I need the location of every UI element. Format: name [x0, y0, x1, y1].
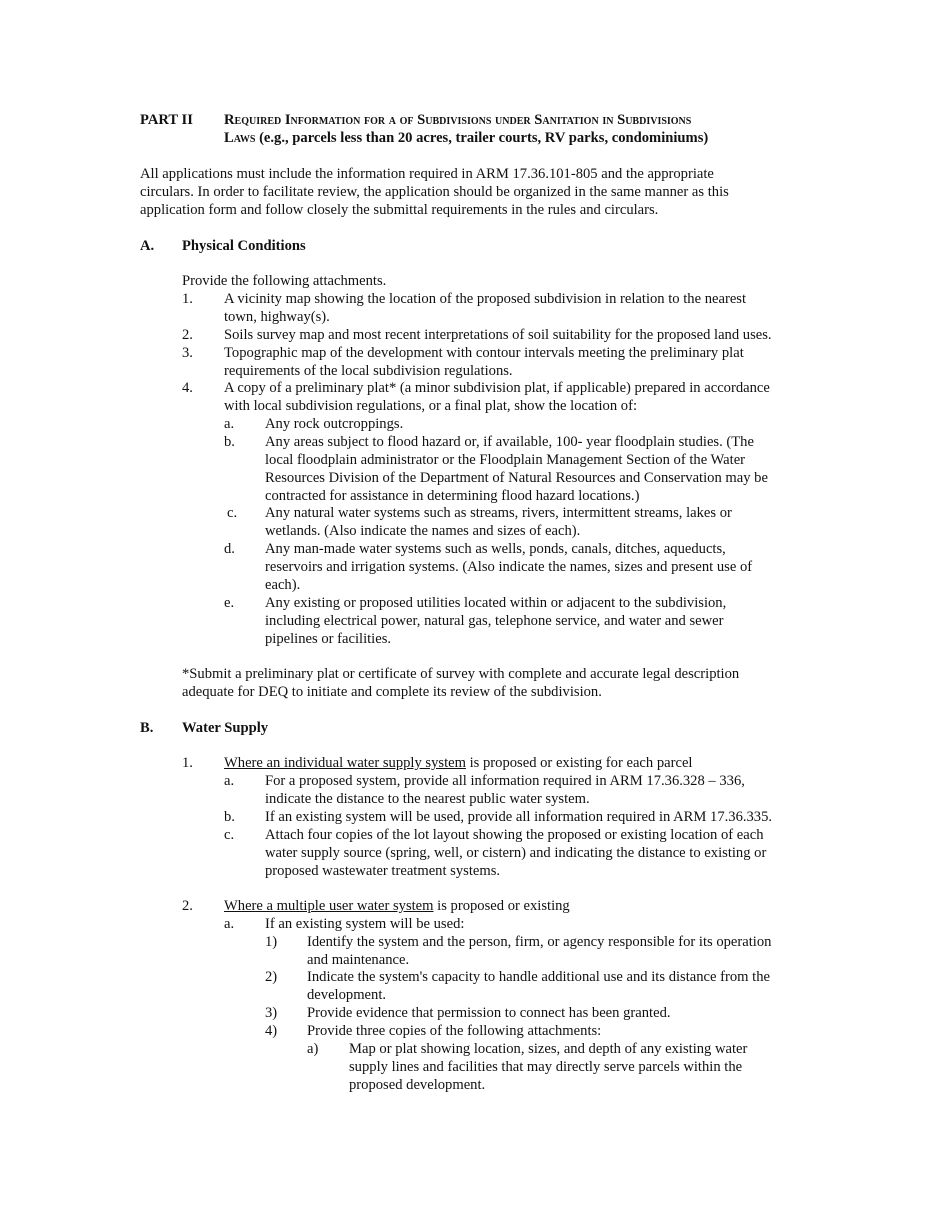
footnote-line: adequate for DEQ to initiate and complete its review of the subdivision.	[182, 683, 602, 700]
water-item-2	[224, 898, 570, 916]
section-a-marker: A.	[140, 238, 155, 254]
item-number: 3.	[182, 345, 193, 361]
step-number: 1)	[265, 934, 278, 950]
step-number: 3)	[265, 1005, 278, 1021]
section-b-marker: B.	[140, 720, 154, 736]
subitem	[265, 595, 726, 649]
item-line: with local subdivision regulations, or a final plat, show the location of:	[224, 397, 638, 414]
footnote-line: *Submit a preliminary plat or certificate of survey with complete and accurate legal description	[182, 666, 740, 682]
step-line: and maintenance.	[307, 951, 410, 968]
step	[307, 934, 771, 970]
step	[307, 969, 770, 1005]
subitem-line: Resources Division of the Department of Natural Resources and Conservation may be	[265, 469, 768, 486]
subitem-line: If an existing system will be used, provide all information required in ARM 17.36.335.	[265, 809, 773, 825]
subitem-letter: e.	[224, 595, 235, 611]
section-a-lead: Provide the following attachments.	[182, 273, 387, 289]
item-number: 1.	[182, 291, 193, 307]
subitem-text: If an existing system will be used:	[265, 916, 465, 932]
subitem-line: Any areas subject to flood hazard or, if available, 100- year floodplain studies. (The	[265, 434, 754, 450]
water-item-1	[224, 755, 692, 773]
item-line: town, highway(s).	[224, 308, 330, 325]
step-line: Indicate the system's capacity to handle additional use and its distance from the	[307, 969, 771, 985]
subitem-line: each).	[265, 576, 301, 593]
section-a-heading: Physical Conditions	[182, 238, 306, 254]
intro-line: circulars. In order to facilitate review, the application should be organized in the same manner as this	[140, 183, 729, 200]
item-text: is proposed or existing for each parcel	[465, 755, 693, 771]
subitem-letter: a.	[224, 773, 235, 789]
item-line: A vicinity map showing the location of the proposed subdivision in relation to the nearest	[224, 291, 747, 307]
subitem-letter: a.	[224, 916, 235, 932]
step-line: Identify the system and the person, firm, or agency responsible for its operation	[307, 934, 772, 950]
subitem-letter: d.	[224, 541, 235, 557]
section-b-heading: Water Supply	[182, 720, 269, 736]
item-line: Topographic map of the development with contour intervals meeting the preliminary plat	[224, 345, 744, 361]
item-text: is proposed or existing	[433, 898, 570, 914]
subitem-line: including electrical power, natural gas, telephone service, and water and sewer	[265, 612, 724, 629]
subitem-line: reservoirs and irrigation systems. (Also indicate the names, sizes and present use of	[265, 558, 753, 575]
subitem	[265, 773, 745, 809]
subitem-letter: c.	[227, 505, 238, 521]
footnote	[182, 666, 739, 702]
subitem-line: local floodplain administrator or the Floodplain Management Section of the Water	[265, 451, 746, 468]
underlined-phrase: Where an individual water supply system	[224, 755, 466, 771]
step-line: Provide three copies of the following attachments:	[307, 1023, 602, 1039]
attachment-line: Map or plat showing location, sizes, and depth of any existing water	[349, 1041, 748, 1057]
step-line: Provide evidence that permission to connect has been granted.	[307, 1005, 671, 1021]
attachment-line: proposed development.	[349, 1076, 486, 1093]
subitem-line: Attach four copies of the lot layout showing the proposed or existing location of each	[265, 827, 764, 843]
subitem	[265, 541, 752, 595]
part-title-line2-rest: (e.g., parcels less than 20 acres, trailer courts, RV parks, condominiums)	[255, 129, 709, 146]
subitem-line: pipelines or facilities.	[265, 630, 392, 647]
intro-paragraph	[140, 166, 830, 220]
subitem	[265, 416, 403, 434]
subitem-line: indicate the distance to the nearest public water system.	[265, 790, 590, 807]
list-item	[224, 291, 746, 327]
subitem-letter: c.	[224, 827, 235, 843]
item-number: 2.	[182, 898, 193, 914]
subitem-line: Any man-made water systems such as wells, ponds, canals, ditches, aqueducts,	[265, 541, 726, 557]
attachment-line: supply lines and facilities that may directly serve parcels within the	[349, 1058, 743, 1075]
step-number: 2)	[265, 969, 278, 985]
item-line: Soils survey map and most recent interpretations of soil suitability for the proposed land uses.	[224, 327, 772, 343]
subitem-line: water supply source (spring, well, or cistern) and indicating the distance to existing or	[265, 844, 767, 861]
part-title-line2-caps: Laws	[224, 129, 256, 146]
item-number: 2.	[182, 327, 193, 343]
underlined-phrase: Where a multiple user water system	[224, 898, 434, 914]
item-line: requirements of the local subdivision regulations.	[224, 362, 513, 379]
subitem-line: Any natural water systems such as streams, rivers, intermittent streams, lakes or	[265, 505, 732, 521]
step-number: 4)	[265, 1023, 278, 1039]
subitem	[265, 827, 766, 881]
subitem-letter: b.	[224, 809, 235, 825]
intro-line: All applications must include the information required in ARM 17.36.101-805 and the appropriate	[140, 166, 714, 182]
list-item	[224, 380, 770, 416]
item-number: 1.	[182, 755, 193, 771]
subitem-line: proposed wastewater treatment systems.	[265, 862, 501, 879]
step	[307, 1023, 601, 1041]
part-title-line1: Required Information for a of Subdivisions under Sanitation in Subdivisions	[224, 112, 692, 128]
attachment-item	[349, 1041, 747, 1095]
subitem-line: Any rock outcroppings.	[265, 416, 404, 432]
part-label: PART II	[140, 112, 193, 128]
subitem-line: Any existing or proposed utilities located within or adjacent to the subdivision,	[265, 595, 727, 611]
step-line: development.	[307, 986, 387, 1003]
subitem-letter: b.	[224, 434, 235, 450]
subitem-line: contracted for assistance in determining flood hazard locations.)	[265, 487, 640, 504]
part-title	[224, 112, 824, 148]
attachment-letter: a)	[307, 1041, 319, 1057]
subitem	[265, 809, 772, 827]
item-number: 4.	[182, 380, 193, 396]
intro-line: application form and follow closely the submittal requirements in the rules and circulars.	[140, 201, 659, 218]
step	[307, 1005, 671, 1023]
list-item	[224, 345, 744, 381]
subitem	[265, 505, 732, 541]
list-item	[224, 327, 772, 345]
subitem-letter: a.	[224, 416, 235, 432]
subitem-line: wetlands. (Also indicate the names and sizes of each).	[265, 522, 581, 539]
item-line: A copy of a preliminary plat* (a minor subdivision plat, if applicable) prepared in accordance	[224, 380, 770, 396]
subitem-line: For a proposed system, provide all information required in ARM 17.36.328 – 336,	[265, 773, 745, 789]
subitem	[265, 434, 768, 506]
